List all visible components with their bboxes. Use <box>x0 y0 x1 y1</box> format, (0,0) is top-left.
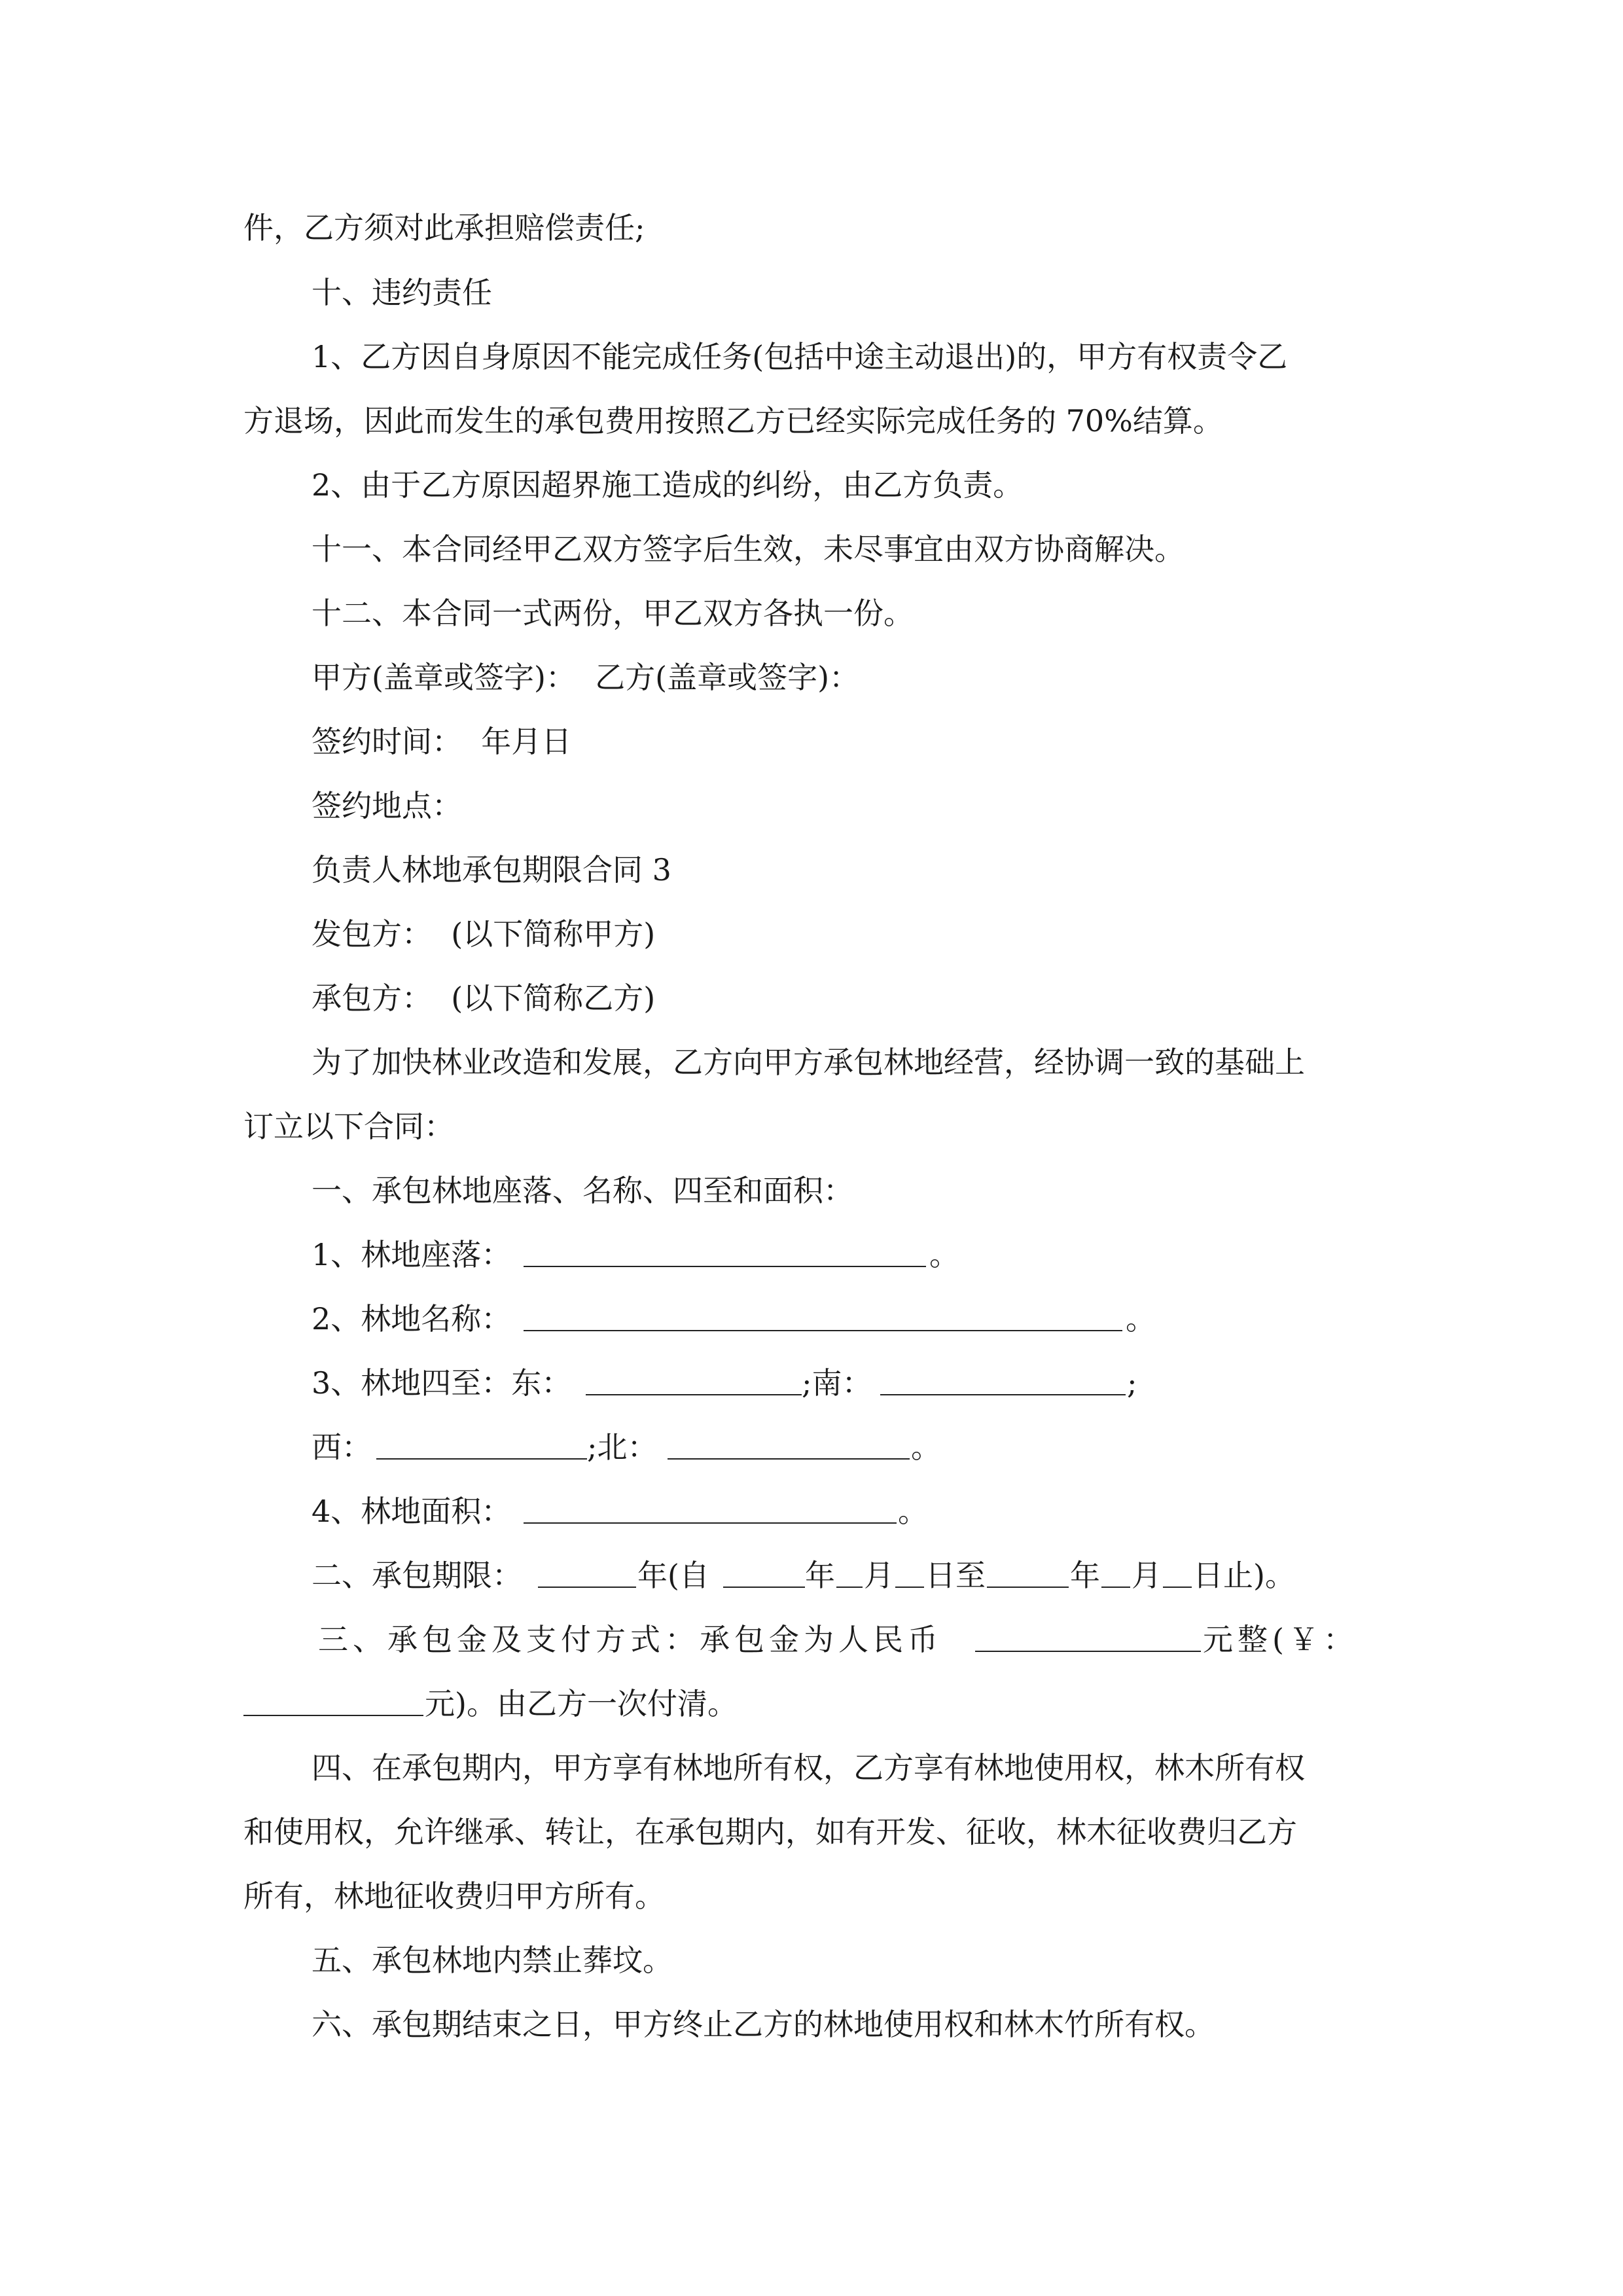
field-label: 年 <box>805 1558 835 1593</box>
field-label: 月 <box>864 1558 894 1593</box>
forest-boundaries-line-2 <box>0 1424 1623 1470</box>
paragraph-text: 十二、本合同一式两份，甲乙双方各执一份。 <box>312 596 914 631</box>
text-line <box>0 526 1623 572</box>
north-boundary-blank[interactable] <box>668 1424 910 1460</box>
paragraph-text: 五、承包林地内禁止葬坟。 <box>312 1943 673 1978</box>
signing-date-line <box>0 719 1623 764</box>
text-line <box>0 398 1623 444</box>
start-month-blank[interactable] <box>836 1552 863 1588</box>
end-month-blank[interactable] <box>1101 1552 1130 1588</box>
field-label: 日止)。 <box>1193 1558 1295 1593</box>
forest-area-blank[interactable] <box>524 1488 897 1524</box>
field-label: 西： <box>312 1429 372 1465</box>
section-heading <box>0 270 1623 315</box>
contract-title: 负责人林地承包期限合同 3 <box>312 852 671 888</box>
party-a: 发包方： (以下简称甲方) <box>312 916 656 952</box>
forest-location-blank[interactable] <box>524 1232 926 1267</box>
heading-text: 十、违约责任 <box>312 275 492 310</box>
text-line <box>0 1103 1623 1149</box>
field-label: 1、林地座落： <box>312 1237 512 1272</box>
text-line <box>0 590 1623 636</box>
payment-figure-blank[interactable] <box>243 1681 423 1716</box>
text-line <box>0 462 1623 508</box>
text-line <box>0 1745 1623 1791</box>
heading-text: 一、承包林地座落、名称、四至和面积： <box>312 1173 853 1208</box>
paragraph-text: 1、乙方因自身原因不能完成任务(包括中途主动退出)的，甲方有权责令乙 <box>312 339 1288 374</box>
west-boundary-blank[interactable] <box>376 1424 587 1460</box>
forest-location-line <box>0 1232 1623 1278</box>
paragraph-text: 四、在承包期内，甲方享有林地所有权，乙方享有林地使用权，林木所有权 <box>312 1750 1305 1785</box>
field-label: 3、林地四至：东： <box>312 1365 572 1401</box>
paragraph-text: 订立以下合同： <box>243 1109 454 1144</box>
contract-title-line <box>0 847 1623 893</box>
field-label: ;南： <box>802 1365 872 1401</box>
field-label: 元整(￥： <box>1203 1622 1358 1657</box>
text-line <box>0 1873 1623 1919</box>
field-label: 2、林地名称： <box>312 1301 512 1336</box>
paragraph-text: 2、由于乙方原因超界施工造成的纠纷，由乙方负责。 <box>312 467 1024 503</box>
field-label: 年 <box>1070 1558 1100 1593</box>
paragraph-text: 十一、本合同经甲乙双方签字后生效，未尽事宜由双方协商解决。 <box>312 531 1185 567</box>
punctuation: 。 <box>929 1237 959 1272</box>
text-line <box>0 2001 1623 2047</box>
text-line <box>0 205 1623 251</box>
field-label: 月 <box>1132 1558 1162 1593</box>
field-label: 元)。由乙方一次付清。 <box>425 1686 738 1721</box>
punctuation: 。 <box>1126 1301 1156 1336</box>
end-day-blank[interactable] <box>1163 1552 1192 1588</box>
signing-date: 签约时间： 年月日 <box>312 724 572 759</box>
signing-place: 签约地点： <box>312 788 462 823</box>
paragraph-text: 方退场，因此而发生的承包费用按照乙方已经实际完成任务的 70%结算。 <box>243 403 1223 439</box>
end-year-blank[interactable] <box>987 1552 1069 1588</box>
signature-line <box>0 655 1623 700</box>
start-day-blank[interactable] <box>895 1552 924 1588</box>
punctuation: 。 <box>911 1429 941 1465</box>
forest-boundaries-line <box>0 1360 1623 1406</box>
signature-parties: 甲方(盖章或签字)： 乙方(盖章或签字)： <box>312 660 860 695</box>
forest-name-line <box>0 1296 1623 1342</box>
text-line <box>0 1039 1623 1085</box>
forest-area-line <box>0 1488 1623 1534</box>
party-b-line <box>0 975 1623 1021</box>
paragraph-text: 所有，林地征收费归甲方所有。 <box>243 1878 665 1914</box>
field-label: ;北： <box>587 1429 658 1465</box>
south-boundary-blank[interactable] <box>880 1360 1126 1395</box>
section-heading <box>0 1168 1623 1213</box>
field-label: 年(自 <box>637 1558 709 1593</box>
signing-place-line <box>0 783 1623 829</box>
punctuation: 。 <box>898 1494 928 1529</box>
start-year-blank[interactable] <box>723 1552 805 1588</box>
punctuation: ; <box>1127 1365 1137 1401</box>
text-line <box>0 1809 1623 1855</box>
contract-term-line <box>0 1552 1623 1598</box>
payment-amount-blank[interactable] <box>975 1617 1201 1652</box>
field-label: 日至 <box>925 1558 986 1593</box>
paragraph-text: 和使用权，允许继承、转让，在承包期内，如有开发、征收，林木征收费归乙方 <box>243 1814 1297 1850</box>
forest-name-blank[interactable] <box>524 1296 1122 1331</box>
payment-line-2 <box>0 1681 1623 1727</box>
party-b: 承包方： (以下简称乙方) <box>312 980 656 1016</box>
paragraph-text: 为了加快林业改造和发展，乙方向甲方承包林地经营，经协调一致的基础上 <box>312 1045 1305 1080</box>
field-label: 二、承包期限： <box>312 1558 522 1593</box>
payment-line <box>0 1617 1623 1662</box>
party-a-line <box>0 911 1623 957</box>
field-label: 4、林地面积： <box>312 1494 512 1529</box>
term-years-blank[interactable] <box>538 1552 636 1588</box>
text-line <box>0 1937 1623 1983</box>
paragraph-text: 六、承包期结束之日，甲方终止乙方的林地使用权和林木竹所有权。 <box>312 2007 1215 2042</box>
field-label: 三、承包金及支付方式：承包金为人民币 <box>318 1622 942 1657</box>
paragraph-text: 件，乙方须对此承担赔偿责任; <box>243 210 645 245</box>
text-line <box>0 334 1623 380</box>
east-boundary-blank[interactable] <box>586 1360 802 1395</box>
